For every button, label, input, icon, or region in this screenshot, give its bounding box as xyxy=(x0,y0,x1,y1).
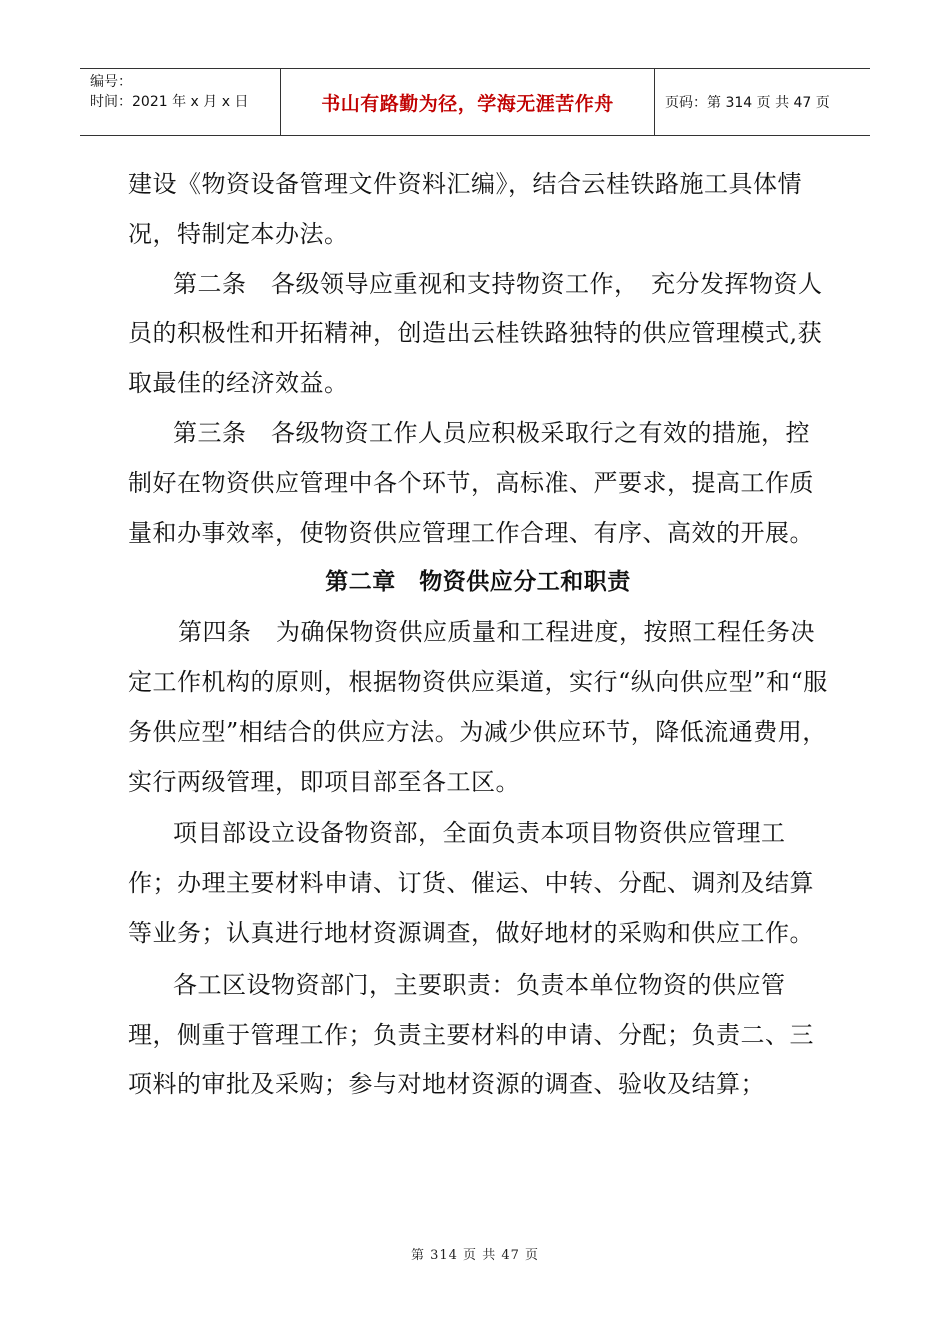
header-meta-cell xyxy=(80,69,281,135)
document-header xyxy=(80,68,870,136)
document-date: 时间：2021 年 x 月 x 日 xyxy=(90,94,249,110)
document-body xyxy=(128,160,828,1110)
paragraph-work-areas: 各工区设物资部门，主要职责：负责本单位物资的供应管理，侧重于管理工作；负责主要材料的申请、分配；负责二、三项料的审批及采购；参与对地材资源的调查、验收及结算； xyxy=(128,970,814,1099)
article-4: 第四条 为确保物资供应质量和工程进度，按照工程任务决定工作机构的原则，根据物资供应渠道，实行“纵向供应型”和“服务供应型”相结合的供应方法。为减少供应环节，降低流通费用，实行两级管理，即项目部至各工区。 xyxy=(128,618,828,796)
paragraph-intro-continuation: 建设《物资设备管理文件资料汇编》，结合云桂铁路施工具体情况，特制定本办法。 xyxy=(128,170,802,248)
header-motto: 书山有路勤为径，学海无涯苦作舟 xyxy=(281,69,655,135)
chapter-title: 第二章 物资供应分工和职责 xyxy=(325,569,631,596)
header-page-info: 页码：第 314 页 共 47 页 xyxy=(665,95,830,111)
document-number-label: 编号： xyxy=(90,74,132,90)
paragraph-project-department: 项目部设立设备物资部，全面负责本项目物资供应管理工作；办理主要材料申请、订货、催运、中转、分配、调剂及结算等业务；认真进行地材资源调查，做好地材的采购和供应工作。 xyxy=(128,819,814,947)
article-2: 第二条 各级领导应重视和支持物资工作， 充分发挥物资人员的积极性和开拓精神，创造出云桂铁路独特的供应管理模式,获取最佳的经济效益。 xyxy=(128,269,823,398)
page-footer: 第 314 页 共 47 页 xyxy=(410,1248,540,1263)
article-3: 第三条 各级物资工作人员应积极采取行之有效的措施，控制好在物资供应管理中各个环节，高标准、严要求，提高工作质量和办事效率，使物资供应管理工作合理、有序、高效的开展。 xyxy=(128,418,814,547)
